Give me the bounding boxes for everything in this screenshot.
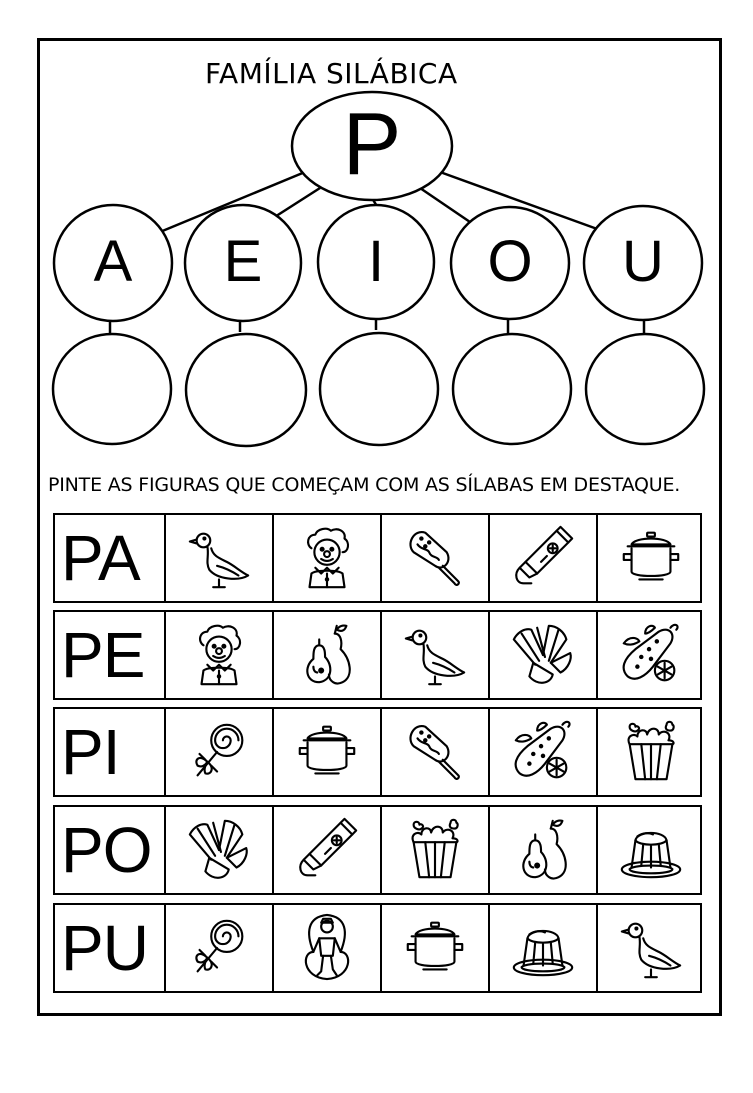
shuttlecock-icon bbox=[184, 815, 254, 885]
duck-icon bbox=[616, 913, 686, 983]
picture-cell[interactable] bbox=[596, 612, 704, 698]
vowel-a: A bbox=[93, 229, 133, 294]
clown-icon bbox=[184, 620, 254, 690]
answer-bubble-2 bbox=[186, 334, 306, 446]
jump-rope-icon bbox=[292, 913, 362, 983]
duck-icon bbox=[400, 620, 470, 690]
syllable-label: PE bbox=[61, 619, 145, 691]
picture-cell[interactable] bbox=[488, 807, 596, 893]
paint-tube-icon bbox=[292, 815, 362, 885]
picture-cell[interactable] bbox=[596, 515, 704, 601]
syllable-row bbox=[53, 903, 702, 993]
syllable-label: PI bbox=[61, 716, 120, 788]
syllable-label: PU bbox=[61, 912, 148, 984]
popcorn-icon bbox=[400, 815, 470, 885]
picture-cell[interactable] bbox=[488, 612, 596, 698]
picture-cell[interactable] bbox=[488, 905, 596, 991]
instruction-text: PINTE AS FIGURAS QUE COMEÇAM COM AS SÍLABAS EM DESTAQUE. bbox=[48, 474, 681, 496]
picture-cell[interactable] bbox=[164, 515, 272, 601]
cucumber-icon bbox=[508, 717, 578, 787]
vowel-e: E bbox=[223, 229, 263, 294]
picture-cell[interactable] bbox=[488, 709, 596, 795]
picture-cell[interactable] bbox=[488, 515, 596, 601]
vowel-u: U bbox=[622, 229, 664, 294]
syllable-label: PO bbox=[61, 814, 152, 886]
picture-cell[interactable] bbox=[596, 807, 704, 893]
popcorn-icon bbox=[616, 717, 686, 787]
picture-cell[interactable] bbox=[164, 612, 272, 698]
picture-cell[interactable] bbox=[272, 515, 380, 601]
cucumber-icon bbox=[616, 620, 686, 690]
picture-cell[interactable] bbox=[164, 905, 272, 991]
syllable-row bbox=[53, 513, 702, 603]
picture-cell[interactable] bbox=[380, 612, 488, 698]
syllable-row bbox=[53, 707, 702, 797]
shuttlecock-icon bbox=[508, 620, 578, 690]
picture-cell[interactable] bbox=[380, 807, 488, 893]
picture-cell[interactable] bbox=[164, 807, 272, 893]
answer-bubble-4 bbox=[453, 334, 571, 444]
popsicle-icon bbox=[400, 523, 470, 593]
picture-cell[interactable] bbox=[596, 905, 704, 991]
pudding-icon bbox=[616, 815, 686, 885]
cooking-pot-icon bbox=[616, 523, 686, 593]
root-letter: P bbox=[342, 94, 402, 193]
duck-icon bbox=[184, 523, 254, 593]
clown-icon bbox=[292, 523, 362, 593]
answer-bubble-5 bbox=[586, 334, 704, 444]
picture-cell[interactable] bbox=[380, 905, 488, 991]
cooking-pot-icon bbox=[400, 913, 470, 983]
paint-tube-icon bbox=[508, 523, 578, 593]
picture-cell[interactable] bbox=[164, 709, 272, 795]
vowel-i: I bbox=[367, 229, 385, 294]
picture-cell[interactable] bbox=[380, 709, 488, 795]
syllable-label: PA bbox=[61, 522, 140, 594]
syllable-row bbox=[53, 805, 702, 895]
syllable-row bbox=[53, 610, 702, 700]
picture-cell[interactable] bbox=[272, 807, 380, 893]
page-title: FAMÍLIA SILÁBICA bbox=[205, 57, 458, 90]
lollipop-icon bbox=[184, 913, 254, 983]
answer-bubble-1 bbox=[53, 334, 171, 444]
picture-cell[interactable] bbox=[272, 612, 380, 698]
lollipop-icon bbox=[184, 717, 254, 787]
picture-cell[interactable] bbox=[596, 709, 704, 795]
cooking-pot-icon bbox=[292, 717, 362, 787]
picture-cell[interactable] bbox=[272, 709, 380, 795]
pear-icon bbox=[508, 815, 578, 885]
picture-cell[interactable] bbox=[380, 515, 488, 601]
pudding-icon bbox=[508, 913, 578, 983]
vowel-o: O bbox=[487, 229, 533, 294]
picture-cell[interactable] bbox=[272, 905, 380, 991]
popsicle-icon bbox=[400, 717, 470, 787]
pear-icon bbox=[292, 620, 362, 690]
answer-bubble-3 bbox=[320, 333, 438, 445]
